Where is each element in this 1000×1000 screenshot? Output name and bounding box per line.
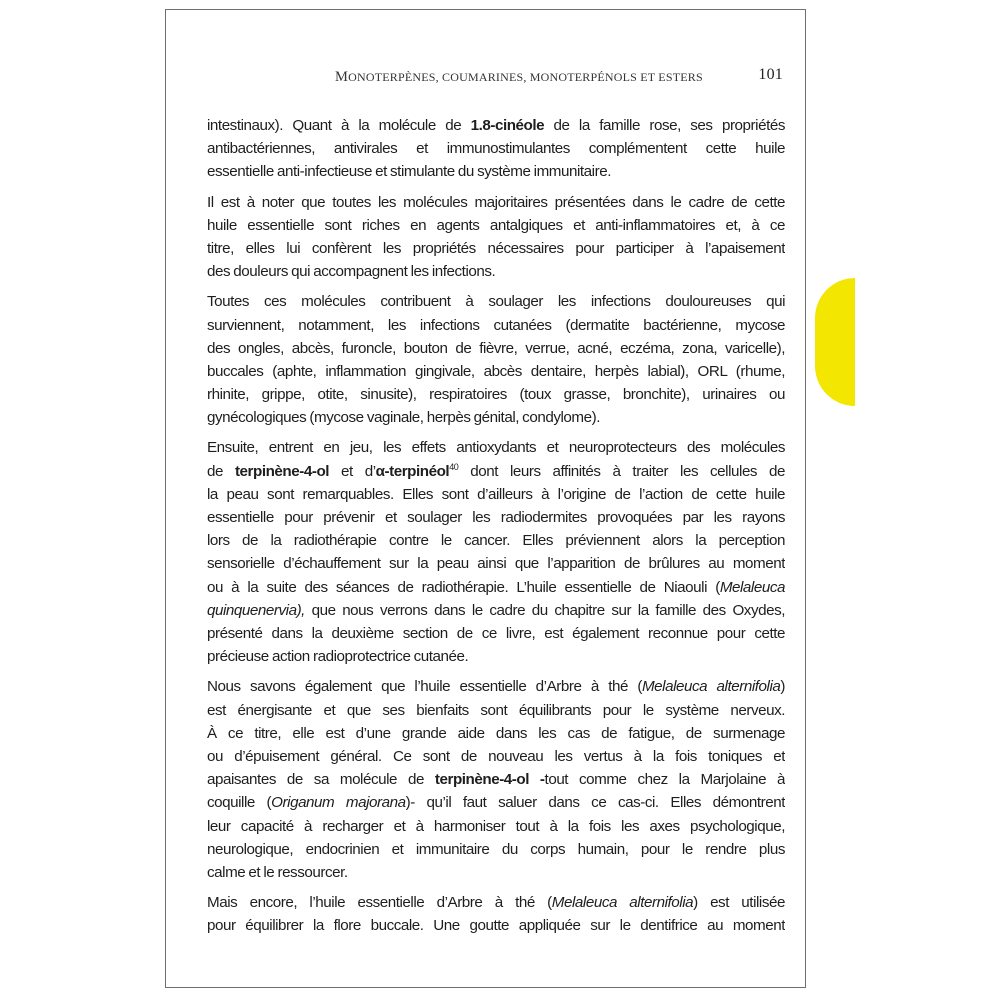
chapter-title-rest: ONOTERPÈNES, COUMARINES, MONOTERPÉNOLS ET ESTERS (348, 70, 703, 84)
text-run: précieuse action radioprotectrice cutanée. (207, 648, 469, 666)
text-line (207, 891, 785, 914)
text-line (207, 260, 785, 283)
text-line (207, 768, 785, 791)
text-run: intestinaux). Quant à la molécule de (207, 117, 471, 134)
text-line (207, 214, 785, 237)
text-line (207, 745, 785, 768)
text-line (207, 160, 785, 183)
text-run: présenté dans la deuxième section de ce livre, est également reconnue pour cette (207, 624, 785, 642)
molecule-name: terpinène-4-ol - (434, 771, 545, 789)
text-run: ) (780, 678, 785, 696)
text-line (207, 699, 785, 722)
text-line (207, 838, 785, 861)
paragraph (207, 290, 785, 429)
text-run: Toutes ces molécules contribuent à soulager les infections douloureuses qui (207, 293, 785, 311)
text-run: apaisantes de sa molécule de (207, 771, 435, 789)
text-run: )- qu’il faut saluer dans ce cas-ci. Elles démontrent (405, 794, 785, 812)
text-line (207, 237, 785, 260)
text-line (207, 314, 785, 337)
text-line (207, 290, 785, 313)
text-run: huile essentielle sont riches en agents antalgiques et anti-inflammatoires et, à ce (207, 216, 785, 234)
text-line (207, 815, 785, 838)
paragraph (207, 191, 785, 284)
text-run: tout comme chez la Marjolaine à (544, 771, 785, 789)
paragraph (207, 114, 785, 184)
text-line (207, 576, 785, 599)
text-run: dont leurs affinités à traiter les cellules de (458, 462, 785, 480)
text-line (207, 337, 785, 360)
yellow-thumb-tab (815, 278, 855, 406)
chapter-title (335, 69, 703, 86)
text-run: gynécologiques (mycose vaginale, herpès génital, condylome). (207, 409, 600, 427)
paragraph (207, 436, 785, 668)
text-run: des douleurs qui accompagnent les infections. (207, 263, 496, 281)
molecule-name: 1.8-cinéole (470, 117, 545, 134)
latin-name: quinquenervia), (207, 601, 305, 619)
text-line (207, 622, 785, 645)
text-run: la peau sont remarquables. Elles sont d’ailleurs à l’origine de l’action de cette huile (207, 485, 785, 503)
text-line (207, 506, 785, 529)
footnote-ref: 40 (449, 461, 459, 472)
text-run: titre, elles lui confèrent les propriétés nécessaires pour participer à l’apaisement (207, 239, 785, 257)
text-line (207, 460, 785, 483)
running-head (335, 66, 783, 86)
page-number: 101 (758, 66, 783, 83)
text-line (207, 645, 785, 668)
text-run: surviennent, notamment, les infections cutanées (dermatite bactérienne, mycose (207, 316, 785, 334)
text-run: ou à la suite des séances de radiothérapie. L’huile essentielle de Niaouli ( (207, 578, 720, 596)
text-line (207, 383, 785, 406)
text-run: coquille ( (207, 794, 272, 812)
paragraph (207, 891, 785, 937)
text-run: calme et le ressourcer. (207, 863, 348, 881)
text-line (207, 406, 785, 429)
text-line (207, 191, 785, 214)
latin-name: Melaleuca alternifolia (551, 894, 694, 912)
text-run: Il est à noter que toutes les molécules majoritaires présentées dans le cadre de cette (207, 193, 785, 211)
latin-name: Melaleuca alternifolia (641, 678, 781, 696)
text-run: des ongles, abcès, furoncle, bouton de fièvre, verrue, acné, eczéma, zona, varicelle), (207, 339, 785, 357)
body-text (207, 114, 785, 944)
text-run: buccales (aphte, inflammation gingivale, abcès dentaire, herpès labial), ORL (rhume, (207, 362, 785, 380)
text-run: rhinite, grippe, otite, sinusite), respiratoires (toux grasse, bronchite), urinaires ou (207, 386, 785, 404)
text-run: sensorielle d’échauffement sur la peau ainsi que l’apparition de brûlures au moment (207, 555, 785, 573)
text-run: essentielle pour prévenir et soulager les radiodermites provoquées par les rayons (207, 509, 785, 527)
text-line (207, 791, 785, 814)
text-line (207, 675, 785, 698)
text-run: ou d’épuisement général. Ce sont de nouveau les vertus à la fois toniques et (207, 747, 785, 765)
text-run: est énergisante et que ses bienfaits sont équilibrants pour le système nerveux. (207, 701, 785, 719)
text-line (207, 599, 785, 622)
text-run: antibactériennes, antivirales et immunostimulantes complémentent cette huile (207, 140, 785, 158)
text-line (207, 137, 785, 160)
text-run: neurologique, endocrinien et immunitaire du corps humain, pour le rendre plus (207, 840, 785, 858)
paragraph (207, 675, 785, 884)
text-run: pour équilibrer la flore buccale. Une goutte appliquée sur le dentifrice au moment (207, 917, 785, 935)
text-run: Mais encore, l’huile essentielle d’Arbre à thé ( (207, 894, 552, 912)
text-run: ) est utilisée (693, 894, 785, 912)
text-run: lors de la radiothérapie contre le cancer. Elles préviennent alors la perception (207, 532, 785, 550)
text-run: que nous verrons dans le cadre du chapitre sur la famille des Oxydes, (304, 601, 785, 619)
chapter-title-initial: M (335, 69, 349, 85)
text-run: leur capacité à recharger et à harmoniser tout à la fois les axes psychologique, (207, 817, 785, 835)
text-line (207, 360, 785, 383)
text-run: et d’ (329, 462, 376, 480)
molecule-name: terpinène-4-ol (234, 462, 330, 480)
text-run: de (207, 462, 235, 480)
text-run: essentielle anti-infectieuse et stimulante du système immunitaire. (207, 163, 611, 181)
text-run: Ensuite, entrent en jeu, les effets antioxydants et neuroprotecteurs des molécules (207, 439, 785, 457)
latin-name: Melaleuca (719, 578, 785, 596)
text-line (207, 861, 785, 884)
text-line (207, 914, 785, 937)
text-line (207, 114, 785, 137)
text-run: Nous savons également que l’huile essentielle d’Arbre à thé ( (207, 678, 642, 696)
text-line (207, 436, 785, 459)
text-line (207, 552, 785, 575)
text-line (207, 722, 785, 745)
text-run: À ce titre, elle est d’une grande aide dans les cas de fatigue, de surmenage (207, 724, 785, 742)
text-line (207, 529, 785, 552)
molecule-name: α-terpinéol (375, 462, 450, 480)
text-run: de la famille rose, ses propriétés (544, 117, 785, 134)
latin-name: Origanum majorana (271, 794, 406, 812)
text-line (207, 483, 785, 506)
